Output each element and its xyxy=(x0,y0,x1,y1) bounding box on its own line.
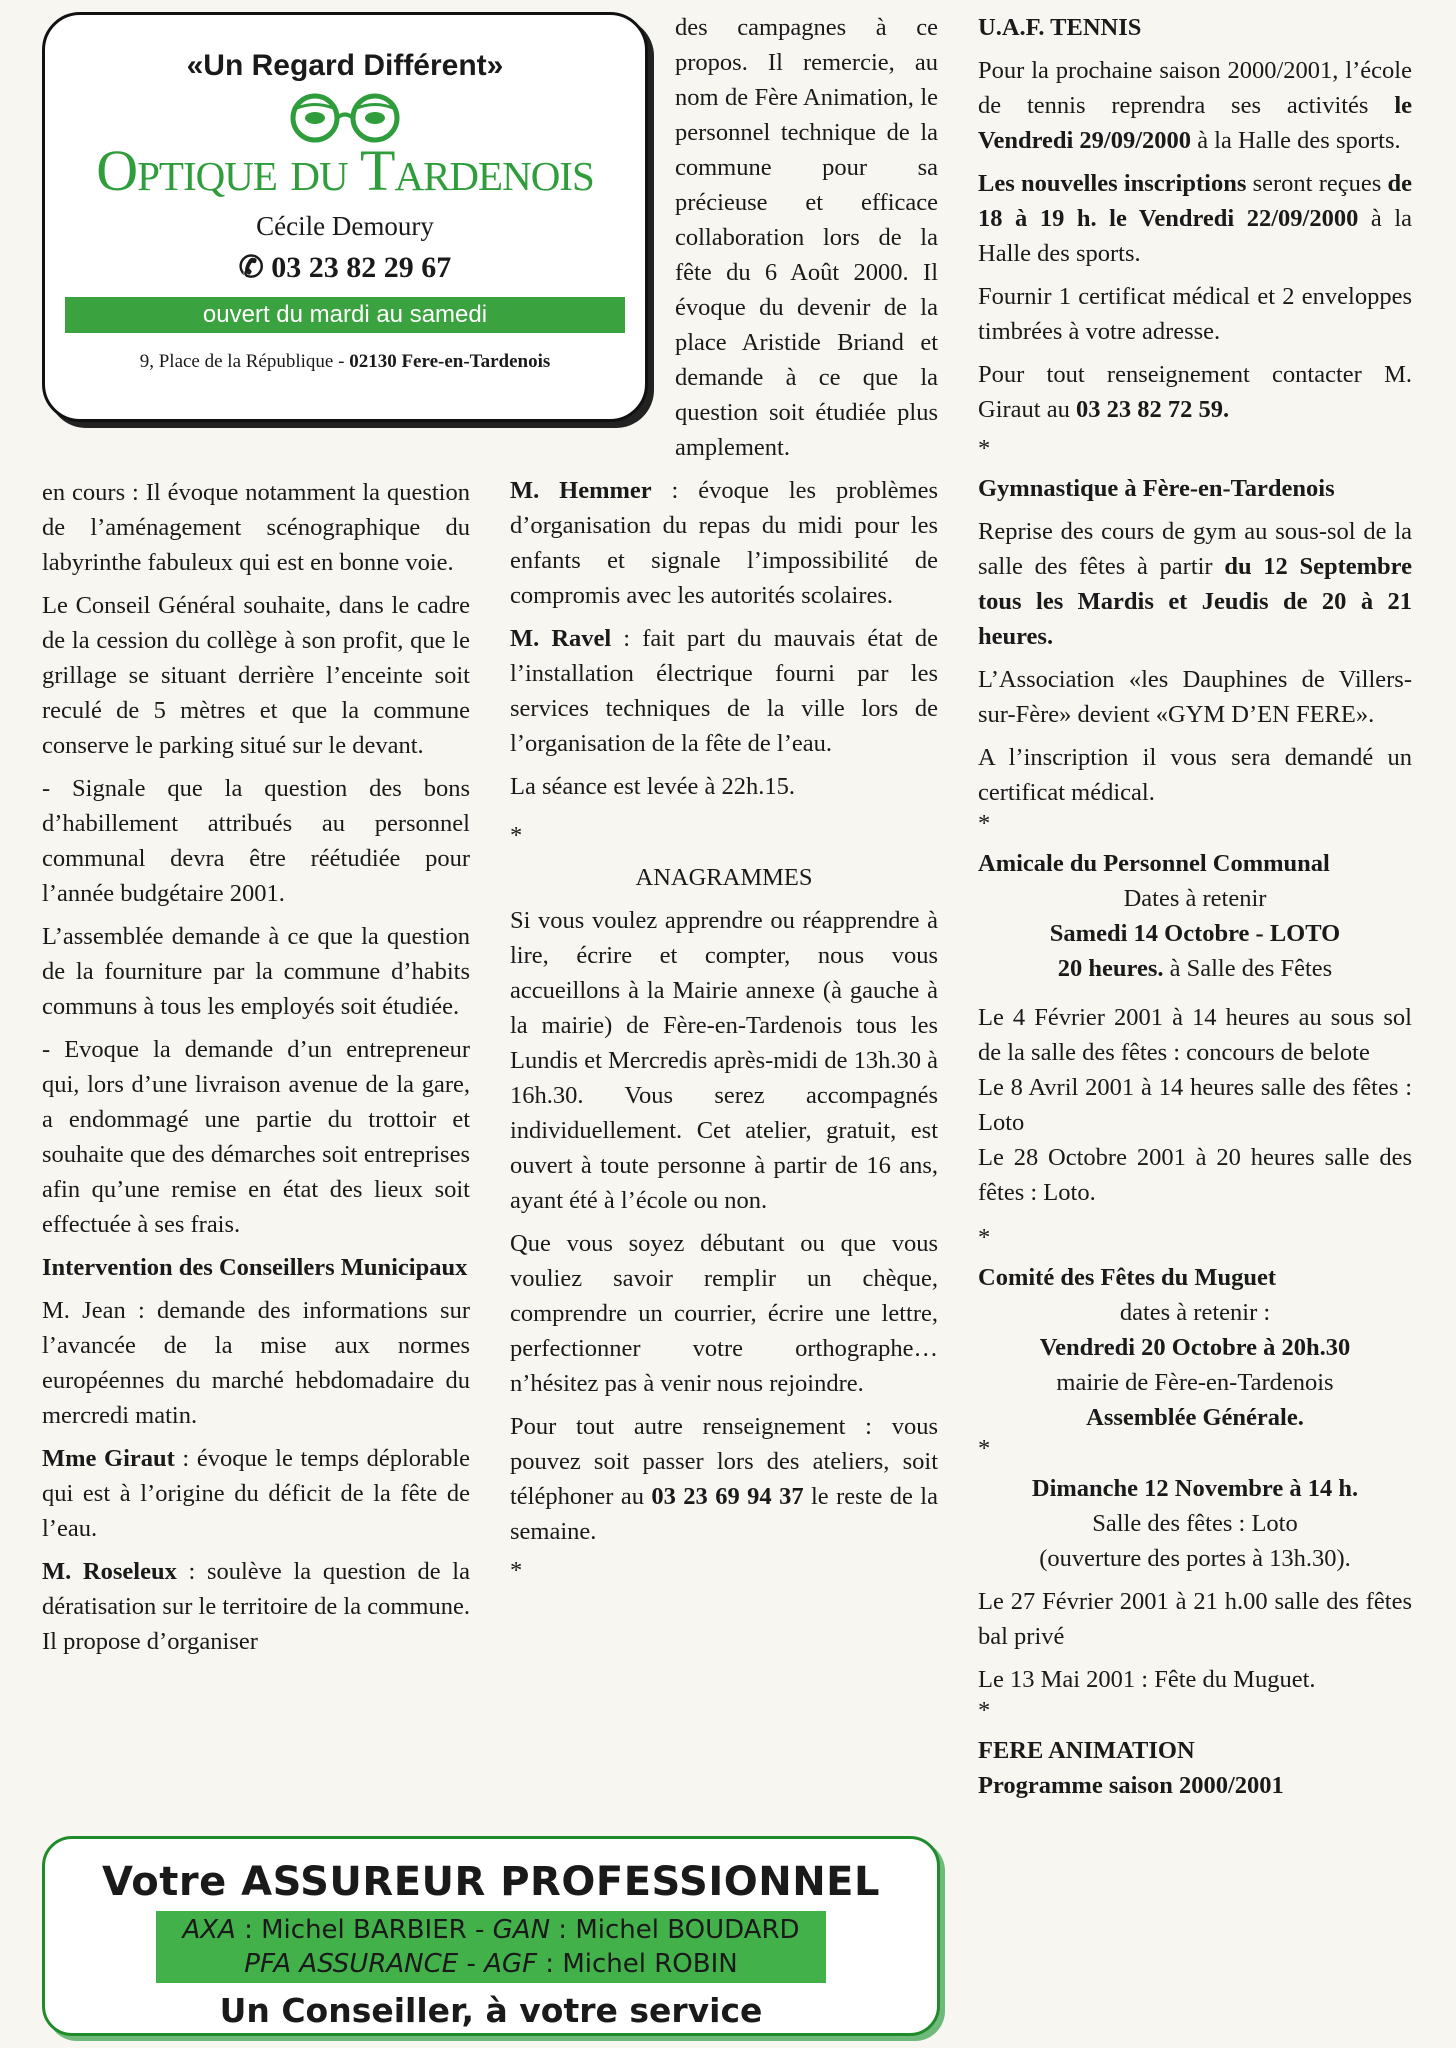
event-line: (ouverture des portes à 13h.30). xyxy=(1039,1545,1351,1572)
paragraph: Si vous voulez apprendre ou réapprendre à lire, écrire et compter, nous vous accueillons à la Mairie annexe (à gauche à la mairie) de Fère-en-Tardenois tous les Lundis et Mercredis après-midi de 13h.30 à 16h.30. Vous serez accompagnés individuellement. Cet atelier, gratuit, est ouvert à toute personne à partir de 16 ans, ayant été à l’école ou non. xyxy=(510,907,938,1214)
paragraph: Le Conseil Général souhaite, dans le cadre de la cession du collège à son profit, que le grillage se situant derrière l’enceinte soit reculé de 5 mètres et que la commune conserve le parking situé sur le devant. xyxy=(42,592,470,759)
ad-title: Votre ASSUREUR PROFESSIONNEL xyxy=(102,1859,880,1905)
ad-brand: Optique du Tardenois xyxy=(96,138,594,203)
column-3 xyxy=(978,10,1412,1811)
paragraph: A l’inscription il vous sera demandé un certificat médical. xyxy=(978,744,1412,806)
ad-person: Cécile Demoury xyxy=(256,211,434,241)
paragraph: en cours : Il évoque notamment la question de l’aménagement scénographique du labyrinthe fabuleux qui est en bonne voie. xyxy=(42,479,470,576)
paragraph: Le 8 Avril 2001 à 14 heures salle des fêtes : Loto xyxy=(978,1074,1412,1136)
section-heading: U.A.F. TENNIS xyxy=(978,14,1142,41)
subheading: Programme saison 2000/2001 xyxy=(978,1772,1284,1799)
paragraph: Fournir 1 certificat médical et 2 enveloppes timbrées à votre adresse. xyxy=(978,283,1412,345)
section-heading: FERE ANIMATION xyxy=(978,1737,1195,1764)
paragraph: Pour la prochaine saison 2000/2001, l’école de tennis reprendra ses activités le Vendredi 29/09/2000 à la Halle des sports. xyxy=(978,57,1412,154)
separator-star: * xyxy=(978,1435,991,1462)
separator-star: * xyxy=(978,1697,991,1724)
paragraph: des campagnes à ce propos. Il remercie, au nom de Fère Animation, le personnel technique de la commune pour sa précieuse et efficace collaboration lors de la fête du 6 Août 2000. Il évoque du devenir de la place Aristide Briand et demande à ce que la question soit étudiée plus amplement. xyxy=(675,14,938,461)
column-1 xyxy=(42,475,470,1667)
subheading: dates à retenir : xyxy=(1119,1299,1271,1326)
event-line: Samedi 14 Octobre - LOTO xyxy=(1049,920,1341,947)
section-heading: Comité des Fêtes du Muguet xyxy=(978,1264,1277,1291)
paragraph: Pour tout renseignement contacter M. Giraut au 03 23 82 72 59. xyxy=(978,361,1412,423)
section-heading: ANAGRAMMES xyxy=(635,864,813,891)
paragraph: - Evoque la demande d’un entrepreneur qui, lors d’une livraison avenue de la gare, a endommagé une partie du trottoir et souhaite que des démarches soit entreprises afin qu’une remise en état des lieux soit effectuée à ses frais. xyxy=(42,1036,470,1238)
ad-hours: ouvert du mardi au samedi xyxy=(65,297,625,333)
agents-box xyxy=(156,1911,826,1983)
paragraph: Les nouvelles inscriptions seront reçues de 18 à 19 h. le Vendredi 22/09/2000 à la Halle des sports. xyxy=(978,170,1412,267)
event-line: Salle des fêtes : Loto xyxy=(1092,1510,1298,1537)
paragraph: Le 27 Février 2001 à 21 h.00 salle des fêtes bal privé xyxy=(978,1588,1412,1650)
paragraph: Pour tout autre renseignement : vous pouvez soit passer lors des ateliers, soit téléphoner au 03 23 69 94 37 le reste de la semaine. xyxy=(510,1413,938,1545)
ad-address: 9, Place de la République - 02130 Fere-en-Tardenois xyxy=(139,351,551,372)
paragraph: La séance est levée à 22h.15. xyxy=(510,773,796,800)
paragraph: Le 4 Février 2001 à 14 heures au sous sol de la salle des fêtes : concours de belote xyxy=(978,1004,1412,1066)
column-2 xyxy=(510,10,938,1593)
agents-line-2: PFA ASSURANCE - AGF : Michel ROBIN xyxy=(244,1949,738,1979)
paragraph: L’Association «les Dauphines de Villers-sur-Fère» devient «GYM D’EN FERE». xyxy=(978,666,1412,728)
insurance-ad xyxy=(42,1836,940,2036)
ad-slogan: «Un Regard Différent» xyxy=(186,49,504,82)
paragraph: M. Ravel : fait part du mauvais état de l’installation électrique fourni par les services techniques de la ville lors de l’organisation de la fête de l’eau. xyxy=(510,625,938,757)
event-line: Dimanche 12 Novembre à 14 h. xyxy=(1031,1475,1359,1502)
section-heading: Amicale du Personnel Communal xyxy=(978,850,1330,877)
paragraph: M. Jean : demande des informations sur l’avancée de la mise aux normes européennes du marché hebdomadaire du mercredi matin. xyxy=(42,1297,470,1429)
subheading: Dates à retenir xyxy=(1123,885,1267,912)
separator-star: * xyxy=(510,1557,523,1584)
section-heading: Intervention des Conseillers Municipaux xyxy=(42,1254,468,1281)
paragraph: Que vous soyez débutant ou que vous vouliez savoir remplir un chèque, comprendre un courrier, écrire une lettre, perfectionner votre orthographe… n’hésitez pas à venir nous rejoindre. xyxy=(510,1230,938,1397)
separator-star: * xyxy=(510,822,523,849)
event-line: Assemblée Générale. xyxy=(1086,1404,1304,1431)
agents-line-1: AXA : Michel BARBIER - GAN : Michel BOUDARD xyxy=(182,1915,800,1945)
ad-tagline: Un Conseiller, à votre service xyxy=(219,1991,763,2030)
paragraph: Reprise des cours de gym au sous-sol de la salle des fêtes à partir du 12 Septembre tous les Mardis et Jeudis de 20 à 21 heures. xyxy=(978,518,1412,650)
event-line: Vendredi 20 Octobre à 20h.30 xyxy=(1039,1334,1351,1361)
ad-phone: ✆ 03 23 82 29 67 xyxy=(238,251,452,284)
section-heading: Gymnastique à Fère-en-Tardenois xyxy=(978,475,1335,502)
paragraph: Le 28 Octobre 2001 à 20 heures salle des fêtes : Loto. xyxy=(978,1144,1412,1206)
paragraph: - Signale que la question des bons d’habillement attribués au personnel communal devra être réétudiée pour l’année budgétaire 2001. xyxy=(42,775,470,907)
paragraph: M. Roseleux : soulève la question de la dératisation sur le territoire de la commune. Il propose d’organiser xyxy=(42,1558,470,1655)
paragraph: Le 13 Mai 2001 : Fête du Muguet. xyxy=(978,1666,1316,1693)
event-line: mairie de Fère-en-Tardenois xyxy=(1056,1369,1334,1396)
separator-star: * xyxy=(978,810,991,837)
event-line: 20 heures. à Salle des Fêtes xyxy=(1057,955,1333,982)
paragraph: M. Hemmer : évoque les problèmes d’organisation du repas du midi pour les enfants et signale l’impossibilité de compromis avec les autorités scolaires. xyxy=(510,477,939,609)
separator-star: * xyxy=(978,1224,991,1251)
paragraph: L’assemblée demande à ce que la question de la fourniture par la commune d’habits communs à tous les employés soit étudiée. xyxy=(42,923,470,1020)
paragraph: Mme Giraut : évoque le temps déplorable qui est à l’origine du déficit de la fête de l’eau. xyxy=(42,1445,470,1542)
separator-star: * xyxy=(978,435,991,462)
